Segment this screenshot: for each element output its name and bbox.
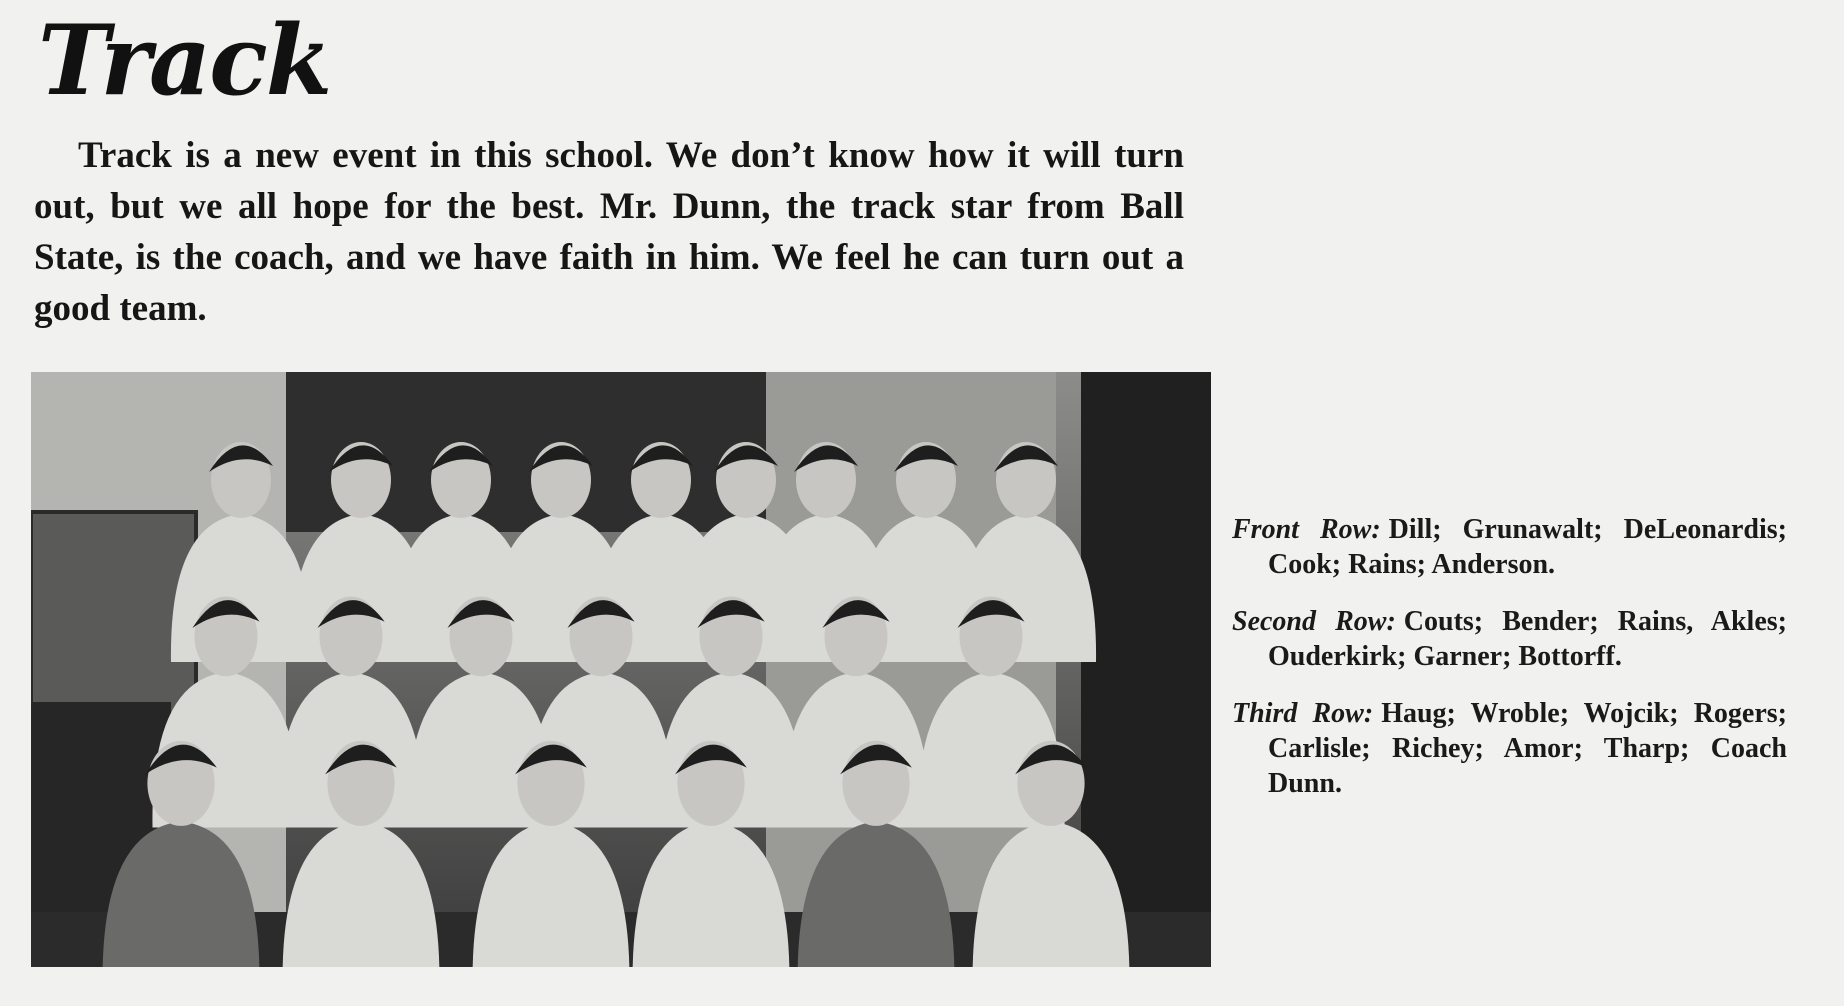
roster-third-row [1232, 696, 1787, 801]
roster-front-row [1232, 512, 1787, 582]
front-row-names: Dill; Grunawalt; DeLeonardis; Cook; Rains; Anderson. [1268, 514, 1787, 580]
second-row-names: Couts; Bender; Rains, Akles; Ouderkirk; Garner; Bottorff. [1268, 606, 1787, 672]
intro-paragraph: Track is a new event in this school. We don’t know how it will turn out, but we all hope for the best. Mr. Dunn, the track star from Ball State, is the coach, and we have faith in him. We feel he can turn out a good team. [34, 135, 1184, 329]
team-photo [31, 372, 1211, 967]
roster-second-row [1232, 604, 1787, 674]
second-row-label: Second Row: [1232, 606, 1396, 637]
page-title: Track [38, 4, 331, 117]
front-row-label: Front Row: [1232, 514, 1381, 545]
third-row-label: Third Row: [1232, 698, 1374, 729]
team-photo-illustration [31, 372, 1211, 967]
third-row-names: Haug; Wroble; Wojcik; Rogers; Carlisle; Richey; Amor; Tharp; Coach Dunn. [1268, 698, 1787, 799]
roster-caption [1232, 512, 1787, 823]
photo-cabinet [31, 512, 196, 722]
